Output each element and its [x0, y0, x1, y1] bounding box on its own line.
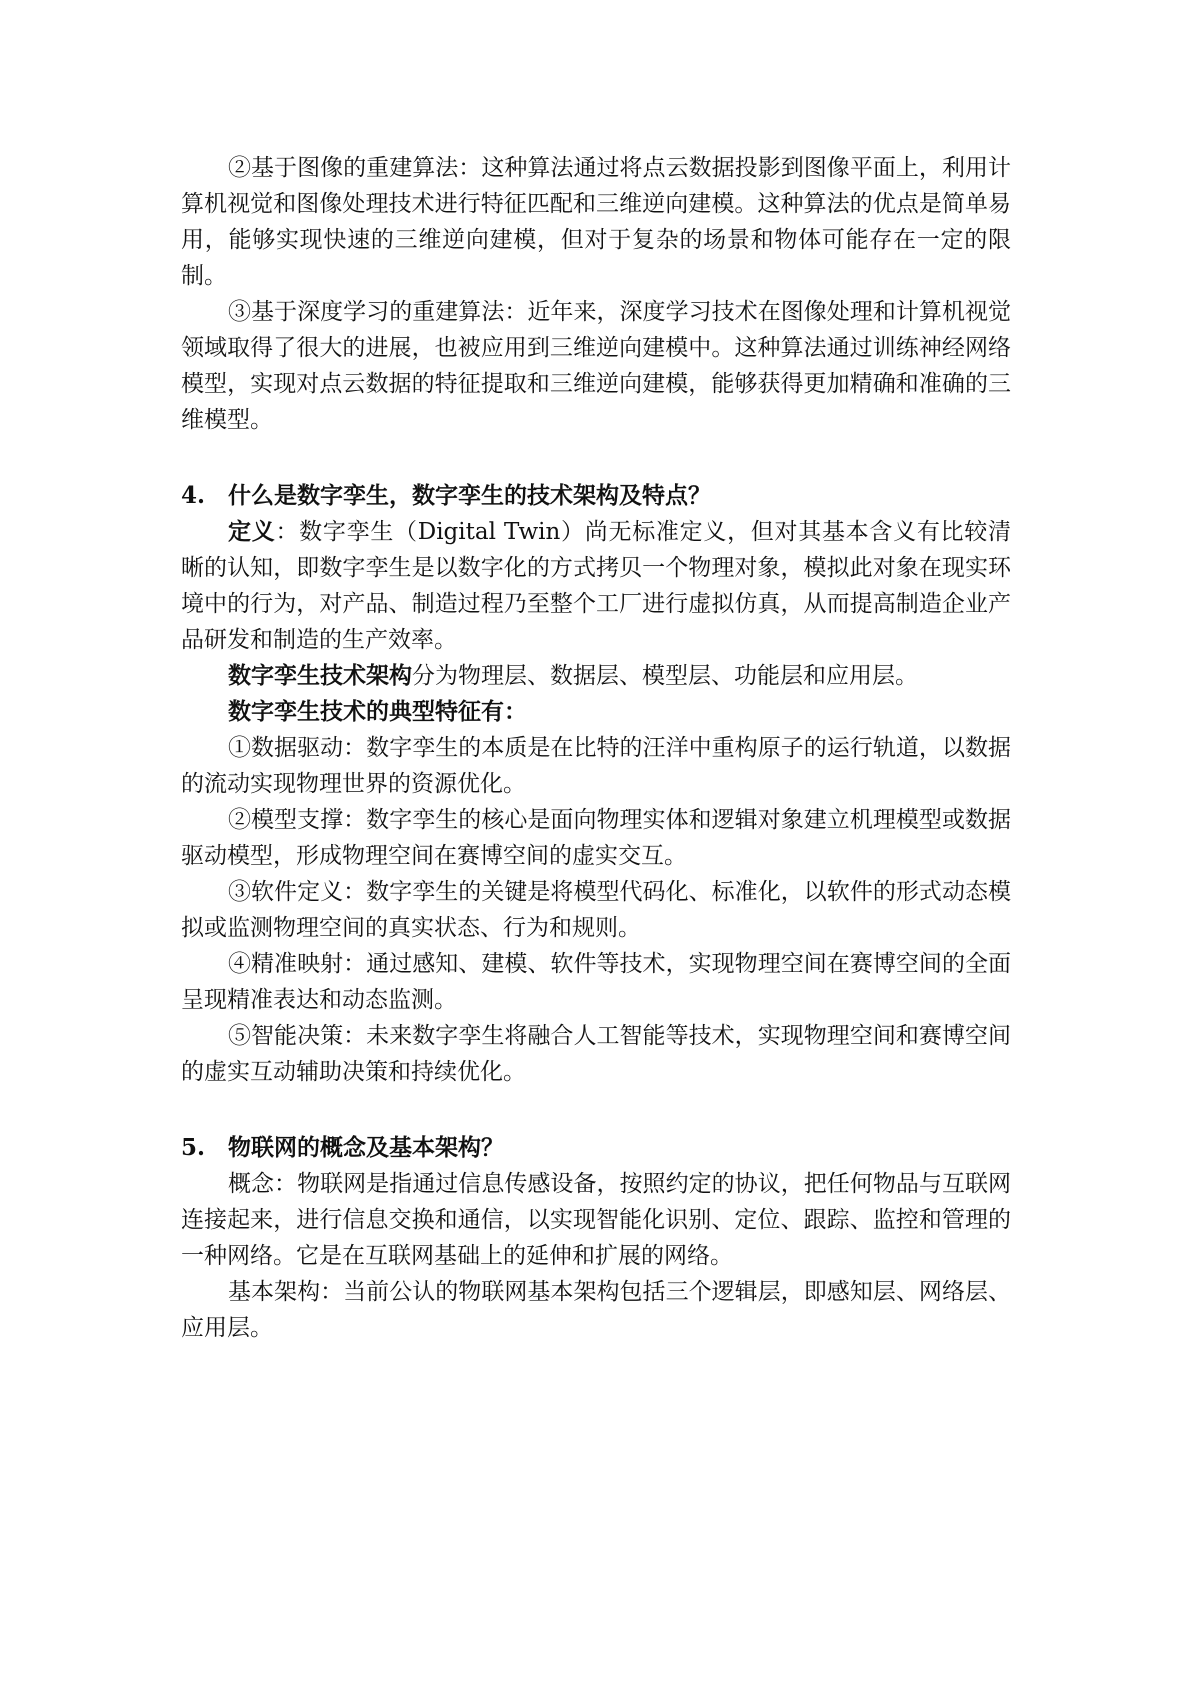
section-heading-digital-twin — [181, 478, 1011, 514]
term-architecture: 数字孪生技术架构 — [228, 662, 412, 689]
paragraph-features-heading — [181, 694, 1011, 730]
paragraph-image-reconstruction: ②基于图像的重建算法：这种算法通过将点云数据投影到图像平面上，利用计算机视觉和图像处理技术进行特征匹配和三维逆向建模。这种算法的优点是简单易用，能够实现快速的三维逆向建模，但对于复杂的场景和物体可能存在一定的限制。 — [181, 155, 1011, 289]
document-body — [181, 150, 1011, 1346]
paragraph-architecture — [181, 658, 1011, 694]
paragraph-feature-model-support: ②模型支撑：数字孪生的核心是面向物理实体和逻辑对象建立机理模型或数据驱动模型，形成物理空间在赛博空间的虚实交互。 — [181, 807, 1011, 869]
term-features: 数字孪生技术的典型特征有： — [228, 698, 527, 725]
section-number: 4. — [181, 482, 206, 509]
paragraph-definition — [181, 514, 1011, 658]
term-definition: 定义 — [228, 518, 276, 545]
paragraph-feature-precise-mapping: ④精准映射：通过感知、建模、软件等技术，实现物理空间在赛博空间的全面呈现精准表达和动态监测。 — [181, 951, 1011, 1013]
definition-text: ：数字孪生（Digital Twin）尚无标准定义，但对其基本含义有比较清晰的认知，即数字孪生是以数字化的方式拷贝一个物理对象，模拟此对象在现实环境中的行为，对产品、制造过程乃至整个工厂进行虚拟仿真，从而提高制造企业产品研发和制造的生产效率。 — [181, 519, 1011, 653]
paragraph-feature-data-driven: ①数据驱动：数字孪生的本质是在比特的汪洋中重构原子的运行轨道，以数据的流动实现物理世界的资源优化。 — [181, 735, 1011, 797]
paragraph-feature-software-defined: ③软件定义：数字孪生的关键是将模型代码化、标准化，以软件的形式动态模拟或监测物理空间的真实状态、行为和规则。 — [181, 879, 1011, 941]
architecture-text: 分为物理层、数据层、模型层、功能层和应用层。 — [412, 663, 918, 689]
paragraph-iot-concept: 概念：物联网是指通过信息传感设备，按照约定的协议，把任何物品与互联网连接起来，进行信息交换和通信，以实现智能化识别、定位、跟踪、监控和管理的一种网络。它是在互联网基础上的延伸和扩展的网络。 — [181, 1171, 1011, 1269]
section-number: 5. — [181, 1134, 206, 1161]
section-title: 物联网的概念及基本架构？ — [228, 1134, 504, 1161]
paragraph-deep-learning-reconstruction: ③基于深度学习的重建算法：近年来，深度学习技术在图像处理和计算机视觉领域取得了很大的进展，也被应用到三维逆向建模中。这种算法通过训练神经网络模型，实现对点云数据的特征提取和三维逆向建模，能够获得更加精确和准确的三维模型。 — [181, 299, 1011, 433]
paragraph-iot-architecture: 基本架构：当前公认的物联网基本架构包括三个逻辑层，即感知层、网络层、应用层。 — [181, 1279, 1011, 1341]
section-heading-iot — [181, 1130, 1011, 1166]
paragraph-feature-intelligent-decision: ⑤智能决策：未来数字孪生将融合人工智能等技术，实现物理空间和赛博空间的虚实互动辅助决策和持续优化。 — [181, 1023, 1011, 1085]
section-title: 什么是数字孪生，数字孪生的技术架构及特点？ — [228, 482, 711, 509]
